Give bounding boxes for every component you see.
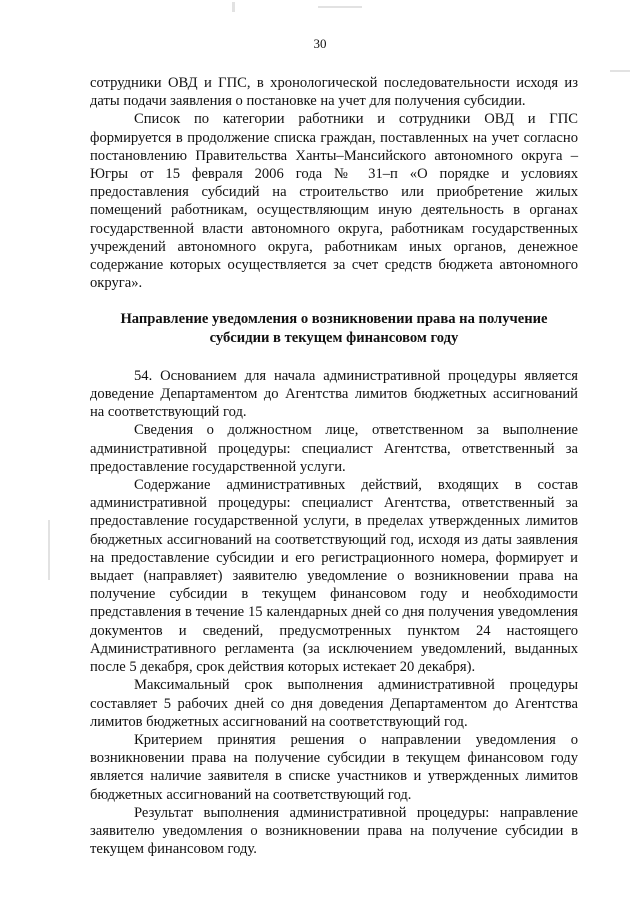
section-heading: Направление уведомления о возникновении права на получение субсидии в текущем финансовом году [120, 311, 548, 346]
paragraph: Содержание административных действий, входящих в состав административной процедуры: специалист Агентства, ответственный за предоставление государственной услуги, в пределах утвержденных лимитов бюджетных ассигнований на соответствующий год, исходя из даты заявления на предоставление субсидии и его регистрационного номера, формирует и выдает (направляет) заявителю уведомление о возникновении права на получение субсидии в текущем финансовом году и необходимости представления в течение 15 календарных дней со дня получения уведомления документов и сведений, предусмотренных пунктом 24 настоящего Административного регламента (за исключением уведомлений, выданных после 5 декабря, срок действия которых истекает 20 декабря). [90, 477, 578, 676]
paragraph: Критерием принятия решения о направлении уведомления о возникновении права на получение субсидии в текущем финансовом году является наличие заявителя в списке участников и утвержденных лимитов бюджетных ассигнований на соответствующий год. [90, 731, 578, 803]
paragraph: Результат выполнения административной процедуры: направление заявителю уведомления о возникновении права на получение субсидии в текущем финансовом году. [90, 804, 578, 858]
paragraph: Список по категории работники и сотрудники ОВД и ГПС формируется в продолжение списка граждан, поставленных на учет согласно постановлению Правительства Ханты–Мансийского автономного округа – Югры от 15 февраля 2006 года № 31–п «О порядке и условиях предоставления субсидий на строительство или приобретение жилых помещений работникам, осуществляющим иную деятельность в органах государственной власти автономного округа, работникам государственных учреждений автономного округа, работникам иных органов, денежное содержание которых осуществляется за счет средств бюджета автономного округа». [90, 111, 578, 292]
paragraph: Сведения о должностном лице, ответственном за выполнение административной процедуры: специалист Агентства, ответственный за предоставление государственной услуги. [90, 422, 578, 475]
paragraph: сотрудники ОВД и ГПС, в хронологической последовательности исходя из даты подачи заявления о постановке на учет для получения субсидии. [90, 75, 578, 110]
scan-mark [232, 2, 235, 12]
document-body [90, 74, 578, 858]
paragraph: 54. Основанием для начала административной процедуры является доведение Департаментом до Агентства лимитов бюджетных ассигнований на соответствующий год. [90, 367, 578, 421]
paragraph: Максимальный срок выполнения административной процедуры составляет 5 рабочих дней со дня доведения Департаментом до Агентства лимитов бюджетных ассигнований на соответствующий год. [90, 677, 578, 730]
scan-mark [318, 6, 362, 8]
scan-mark [610, 70, 630, 72]
scan-mark [48, 520, 50, 580]
page-number: 30 [313, 36, 327, 51]
